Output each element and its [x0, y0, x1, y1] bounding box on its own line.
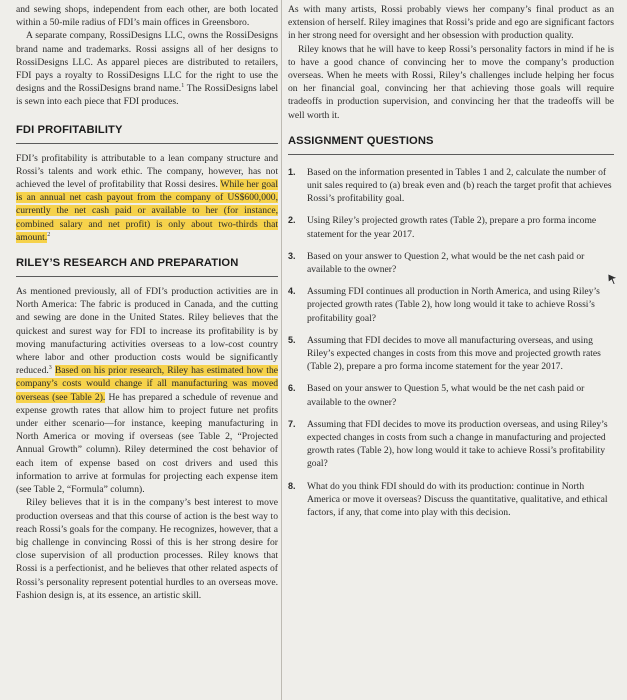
research-text-tail: He has prepared a schedule of revenue and expense growth rates that allow him to project future net profits under either scenario—for instance, keeping manufacturing in North America or moving if overseas (see Table 2, “Projected Annual Growth” column). Riley determined the cost behavior of each item of expense based on cost drivers and used this information to arrive at formulas for projecting each expense item (see Table 2, “Formula” column). [16, 391, 278, 496]
continuation-paragraph-1: As with many artists, Rossi probably views her company’s final product as an extension of herself. Riley imagines that Rossi’s pride and ego are significant factors in her strong need for oversight and her obsession with production quality. [288, 4, 614, 42]
section-heading-profitability: FDI PROFITABILITY [16, 123, 123, 136]
footnote-ref-3: 3 [48, 365, 52, 372]
highlighted-text: Based on his prior research, Riley has estimated how the company’s costs would change if all manufacturing was moved overseas (see Table 2). [16, 365, 278, 403]
assignment-questions-list [288, 166, 614, 519]
right-column [288, 0, 614, 519]
section-rule [16, 143, 278, 144]
question-item [288, 418, 614, 471]
question-item [288, 250, 614, 276]
question-number: 2. [288, 215, 296, 226]
question-item [288, 480, 614, 520]
section-heading-research: RILEY’S RESEARCH AND PREPARATION [16, 257, 239, 270]
pointer-arrow-icon [607, 273, 619, 285]
profitability-text: FDI’s profitability is attributable to a lean company structure and Rossi’s talents and work ethic. The company, however, has not achieved the level of profitability that Rossi desires. [16, 152, 278, 191]
question-text: Using Riley’s projected growth rates (Table 2), prepare a pro forma income statement for the year 2017. [307, 215, 597, 240]
left-column [16, 0, 278, 602]
question-item [288, 334, 614, 374]
question-text: What do you think FDI should do with its production: continue in North America or move it overseas? Discuss the quantitative, qualitative, and ethical factors, if any, that come into play with this decision. [307, 480, 608, 519]
question-number: 7. [288, 418, 296, 429]
question-number: 3. [288, 250, 296, 261]
research-paragraph-1 [16, 285, 278, 496]
continuation-paragraph-2: Riley knows that he will have to keep Rossi’s personality factors in mind if he is to have a good chance of convincing her to move the company’s production overseas. When he meets with Rossi, Riley’s challenges include helping her focus on her financial goal, convincing her that achieving those goals will require tradeoffs in production supervision, and convincing her that the tradeoffs will be well worth it. [288, 43, 614, 121]
footnote-ref-1: 1 [181, 83, 185, 90]
section-rule [288, 154, 614, 155]
highlighted-text: While her goal is an annual net cash payout from the company of US$600,000, currently the net cash paid or available to her (for instance, combined salary and net profit) is only about two-thirds that amount. [16, 179, 278, 243]
intro-paragraph-2 [16, 29, 278, 108]
question-text: Based on your answer to Question 5, what would be the net cash paid or available to the owner? [307, 383, 585, 408]
question-item [288, 214, 614, 240]
section-rule [16, 276, 278, 277]
question-text: Based on the information presented in Tables 1 and 2, calculate the number of unit sales required to (a) break even and (b) reach the target profit that achieves Rossi’s profitability goal. [307, 166, 612, 205]
column-divider [281, 0, 282, 700]
question-text: Assuming that FDI decides to move all manufacturing overseas, and using Riley’s expected changes in costs from this move and projected growth rates (Table 2), prepare a pro forma income statement for the year 2017. [307, 334, 601, 373]
question-text: Assuming that FDI decides to move its production overseas, and using Riley’s expected changes in costs from such a change in manufacturing and projected growth rates (Table 2), how long would it take to achieve Rossi’s profitability goal? [307, 418, 608, 470]
question-number: 8. [288, 480, 296, 491]
section-heading-questions: ASSIGNMENT QUESTIONS [288, 134, 434, 147]
question-number: 4. [288, 286, 296, 297]
question-item [288, 382, 614, 408]
intro-paragraph-2-tail: The RossiDesigns label is sewn into each piece that FDI produces. [16, 83, 279, 108]
footnote-ref-2: 2 [47, 231, 51, 238]
intro-paragraph-2-text: A separate company, RossiDesigns LLC, owns the RossiDesigns brand name and trademarks. Rossi assigns all of her designs to RossiDesigns LLC. As apparel pieces are distributed to retailers, FDI pays a royalty to RossiDesigns LLC for the right to use the designs and the RossiDesigns brand name. [16, 30, 278, 95]
question-number: 5. [288, 334, 296, 345]
research-text: As mentioned previously, all of FDI’s production activities are in North America: The fabric is produced in Canada, and the cutting and sewing are done in the United States. Riley believes that the quickest and surest way for FDI to increase its profitability is by moving manufacturing activities overseas to a low-cost country where labor and other production costs would be significantly reduced. [16, 286, 278, 377]
profitability-paragraph [16, 152, 278, 244]
question-item [288, 285, 614, 325]
question-text: Assuming FDI continues all production in North America, and using Riley’s projected growth rates (Table 2), how long would it take to achieve Rossi’s profitability goal? [307, 286, 600, 324]
intro-paragraph-1: and sewing shops, independent from each other, are both located within a 50-mile radius of FDI’s main offices in Greensboro. [16, 4, 278, 29]
research-paragraph-2: Riley believes that it is in the company’s best interest to move production overseas and that this course of action is the best way to reach Rossi’s goals for the company. He recognizes, however, that a big challenge in convincing Rossi of this is her strong desire for close supervision of all production processes. Riley knows that Rossi is a perfectionist, and he believes that other related aspects of Rossi’s personality represent potential hurdles to an overseas move. Fashion design is, at its essence, an artistic skill. [16, 497, 278, 601]
question-number: 1. [288, 166, 296, 177]
question-item [288, 166, 614, 206]
question-number: 6. [288, 383, 296, 394]
question-text: Based on your answer to Question 2, what would be the net cash paid or available to the owner? [307, 250, 585, 276]
